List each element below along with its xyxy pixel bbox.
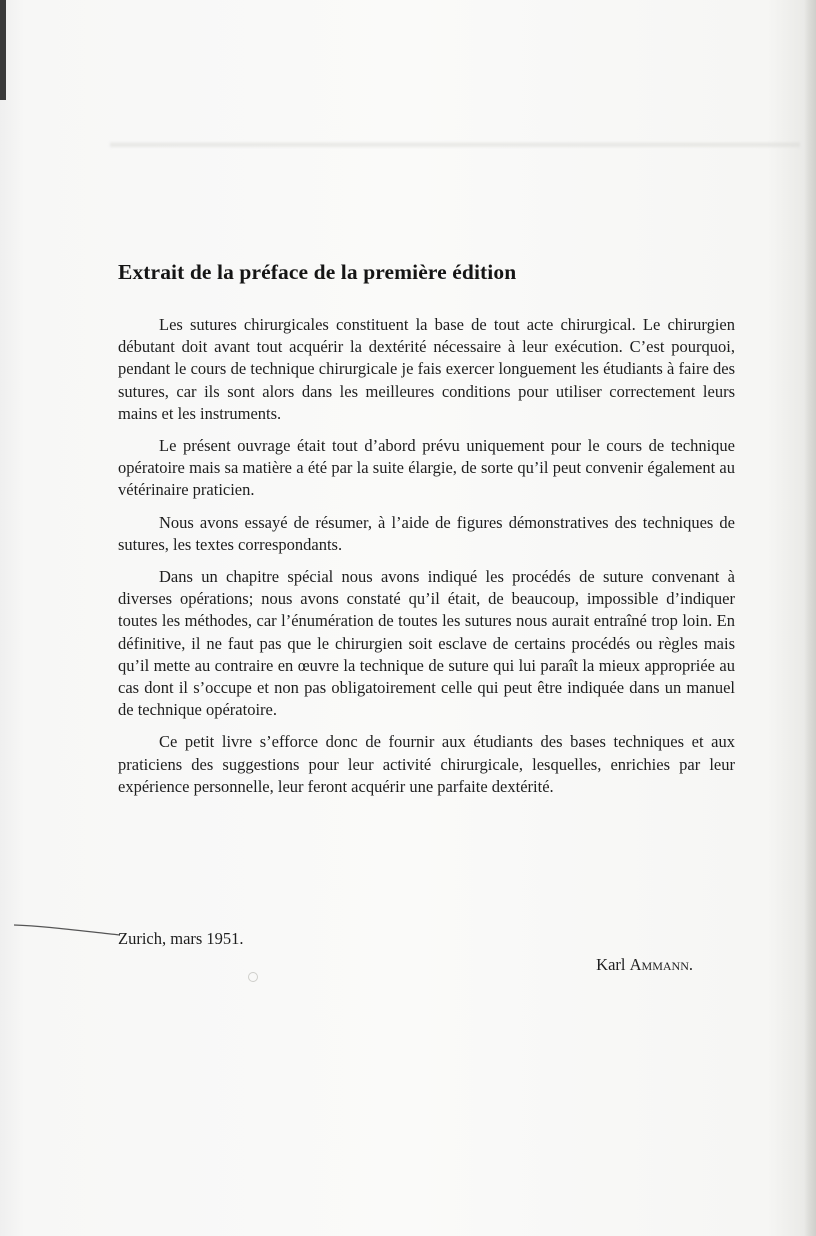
page-title: Extrait de la préface de la première édition — [118, 260, 517, 284]
show-through-bleed: ▬▬▬▬▬▬▬▬▬▬▬▬▬▬▬▬▬▬▬▬▬▬▬▬▬▬▬▬▬▬▬▬▬▬▬▬▬▬▬▬▬▬▬▬▬▬ — [110, 135, 800, 151]
author-last-name: Ammann. — [629, 955, 693, 974]
paragraph-1: Les sutures chirurgicales constituent la base de tout acte chirurgical. Le chirurgien débutant doit avant tout acquérir la dextérité nécessaire à leur exécution. C’est pourquoi, pendant le cours de technique chirurgicale je fais exercer longuement les étudiants à faire des sutures, car ils sont alors dans les meilleures conditions pour utiliser correctement leurs mains et les instruments. — [118, 315, 735, 423]
author-signature — [596, 954, 693, 976]
paragraph-2: Le présent ouvrage était tout d’abord prévu uniquement pour le cours de technique opératoire mais sa matière a été par la suite élargie, de sorte qu’il peut convenir également au vétérinaire praticien. — [118, 436, 735, 500]
scan-edge-left — [0, 0, 6, 100]
author-first-name: Karl — [596, 955, 626, 974]
paragraph-3: Nous avons essayé de résumer, à l’aide de figures démonstratives des techniques de sutures, les textes correspondants. — [118, 512, 735, 554]
paragraph-5: Ce petit livre s’efforce donc de fournir aux étudiants des bases techniques et aux praticiens des suggestions pour leur activité chirurgicale, lesquelles, enrichies par leur expérience personnelle, leur feront acquérir une parfaite dextérité. — [118, 732, 735, 796]
scan-edge-right — [804, 0, 816, 1236]
pen-stroke-mark — [14, 922, 122, 938]
preface-body — [118, 314, 735, 808]
paper-speck — [248, 972, 258, 982]
place-date: Zurich, mars 1951. — [118, 929, 244, 948]
paragraph-4: Dans un chapitre spécial nous avons indiqué les procédés de suture convenant à diverses opérations; nous avons constaté qu’il était, de beaucoup, impossible d’indiquer toutes les méthodes, car l’énumération de toutes les sutures nous aurait entraîné trop loin. En définitive, il ne faut pas que le chirurgien soit esclave de certains procédés ou règles mais qu’il mette au contraire en œuvre la technique de suture qui lui paraît la mieux appropriée au cas dont il s’occupe et non pas obligatoirement celle qui peut être indiquée dans un manuel de technique opératoire. — [118, 567, 735, 720]
